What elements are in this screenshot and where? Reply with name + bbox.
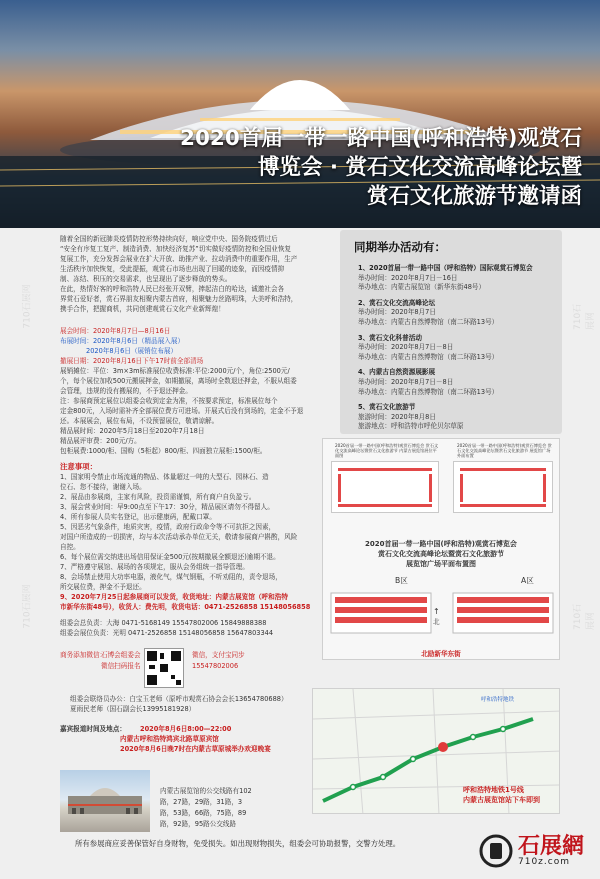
reception-label: 嘉宾报道时间及地点： bbox=[60, 725, 126, 733]
floor-plan bbox=[322, 438, 560, 660]
notice-block bbox=[60, 462, 310, 612]
wechat-pay-label: 微信，支付宝同步 bbox=[192, 651, 245, 659]
qr-icon bbox=[145, 649, 183, 687]
booth-details bbox=[60, 366, 303, 426]
notice-item: 5、因恶劣气象条件，地质灾害，疫情，政府行政命令等不可抗拒之因素， bbox=[60, 523, 276, 531]
wechat-group-label: 石博会组委会 bbox=[101, 651, 141, 659]
booth-detail-line: 个，每个展位加收500元搬展押金，如期撤展，离场时全数退还押金，不服从组委 bbox=[60, 377, 297, 385]
wechat-add-label: 商务添加微信： bbox=[60, 651, 107, 659]
plan-title-3: 展览馆广场平面布置图 bbox=[406, 560, 476, 568]
notice-item: 2、展品由参展商，主家有风险，投资需谨慎，所有商户自负盈亏。 bbox=[60, 493, 256, 501]
metro-exit-label: 内蒙古展览馆站下车即到 bbox=[463, 796, 540, 804]
reception-time: 2020年8月6日8:00—22:00 bbox=[140, 725, 232, 733]
reception-block bbox=[60, 724, 126, 734]
shipping-address: 市新华东街48号），收货人：费先明，收货电话：0471-2526858 15148056858 bbox=[60, 603, 311, 611]
stone-seal-icon bbox=[478, 833, 514, 869]
intro-line: 复展工作，充分发挥会展业在扩大开放、助推产业、拉动消费中的重要作用，生产 bbox=[60, 255, 298, 263]
expo-time: 展会时间：2020年8月7日—8月16日 bbox=[60, 327, 171, 335]
teardown-time: 撤展日期：2020年8月16日下午17时前全部清场 bbox=[60, 357, 204, 365]
notice-item: 7、严格遵守展馆、展场的各项规定，服从会务组统一指导管理。 bbox=[60, 563, 249, 571]
elite-time: 精品展时间：2020年5月18日至2020年7月18日 bbox=[60, 427, 205, 435]
booth-detail-line: 注：参展商预定展位以组委会收到定金为准，不按要求预定，标准展位每个 bbox=[60, 397, 278, 405]
hero-banner bbox=[0, 0, 600, 228]
zone-a-label: A区 bbox=[521, 576, 534, 585]
concurrent-events-panel bbox=[340, 230, 562, 434]
notice-item: 3、展会营业时间：早9:00点至下午17：30分，精品展区请勿不得留人。 bbox=[60, 503, 274, 511]
intro-line: 携手合作，把握商机，共同创建观赏石文化产业新辉煌！ bbox=[60, 305, 225, 313]
notice-item: 4、所有参展人员实名登记，出示健康码，配戴口罩。 bbox=[60, 513, 216, 521]
contact-general: 组委会总负责：大海 0471-5168149 15547802006 15849888388 bbox=[60, 619, 267, 627]
event-name: 4、内蒙古自然资源展影展 bbox=[358, 368, 436, 377]
event-name: 3、赏石文化科普活动 bbox=[358, 333, 422, 342]
notice-item: 6、每个展位需交纳进出场信用保证金500元(按期撤展全额退还)逾期不退。 bbox=[60, 553, 280, 561]
intro-line: 在此，热情好客的呼和浩特人民已经张开双臂，捧起洁白的哈达，诚邀社会各 bbox=[60, 285, 285, 293]
brand-name: 石展網 bbox=[518, 833, 585, 858]
welcome-dinner: 2020年8月6日晚7时在内蒙古草原城举办欢迎晚宴 bbox=[120, 745, 271, 753]
watermark: 710石展网 bbox=[573, 303, 596, 330]
bus-line: 路，92路，95路公交线路 bbox=[160, 820, 237, 828]
north-arrow-icon: ↑ bbox=[433, 607, 440, 616]
event-name: 1、2020首届一带一路中国（呼和浩特）国际观赏石博览会 bbox=[358, 264, 533, 272]
notice-heading: 注意事项： bbox=[60, 462, 97, 471]
intro-line: 随着全国的新冠肺炎疫情防控形势持续向好，响应党中央、国务院疫情过后 bbox=[60, 235, 278, 243]
hall-plan-left bbox=[331, 461, 439, 513]
intro-line: “安全有序复工复产、制造消费、加快经济复苏”切实做好疫情防控和全国业恢复 bbox=[60, 245, 292, 253]
zone-b-label: B区 bbox=[395, 576, 408, 585]
event-name: 5、赏石文化旅游节 bbox=[358, 403, 416, 412]
title-line-3: 赏石文化旅游节邀请函 bbox=[366, 184, 582, 209]
brand-url: 710z.com bbox=[518, 857, 570, 867]
events-heading: 同期举办活动有： bbox=[354, 240, 446, 254]
booth-detail-line: 展销摊位：平位：3m×3m标准展位收费标准:平位:2000元/个，角位:2500元/ bbox=[60, 367, 290, 375]
wechat-qr-code[interactable] bbox=[144, 648, 184, 688]
event-time: 旅游时间：2020年8月8日 bbox=[358, 412, 436, 421]
contacts bbox=[60, 618, 273, 638]
plan-title-1: 2020首届一带一路中国(呼和浩特)观赏石博览会 bbox=[365, 540, 517, 548]
organizer-line: 夏雨民老师（国石副会长13995181928） bbox=[70, 705, 196, 713]
notice-item: 自控。 bbox=[60, 543, 80, 551]
event-place: 举办地点：内蒙古自然博物馆（南二环路13号） bbox=[358, 317, 499, 326]
square-layout bbox=[329, 589, 555, 645]
organizer-contacts bbox=[70, 694, 288, 714]
setup-time-1: 布展时间：2020年8月6日（精品展入展） bbox=[60, 337, 185, 345]
exhibition-building-photo bbox=[60, 770, 150, 832]
bus-routes bbox=[160, 786, 252, 830]
notice-item: 1、国家明令禁止市场流通的物品、体量超过一吨的大型石、园林石、造 bbox=[60, 473, 269, 481]
right-plan-note: 2020首届一带一路中国(呼和浩特)观赏石博览会 赏石文化交流高峰论坛暨赏石文化旅游节 展览馆广场 外面布置 bbox=[457, 443, 552, 458]
plan-title-2: 赏石文化交流高峰论坛暨赏石文化旅游节 bbox=[378, 550, 504, 558]
shipping-deadline: 9、2020年7月25日起参展商可以发货，收货地址：内蒙古展览馆（呼和浩特 bbox=[60, 593, 288, 601]
watermark: 710石展网 bbox=[22, 584, 33, 629]
notice-item: 所交展位费，押金不予退还。 bbox=[60, 583, 146, 591]
event-time: 举办时间：2020年8月7日－16日 bbox=[358, 273, 458, 282]
watermark: 710石展网 bbox=[573, 603, 596, 630]
bus-line: 路，53路，66路，75路，89 bbox=[160, 809, 247, 817]
booth-detail-line: 还。本展展会，展位布局，不设预留展位，敬请谅解。 bbox=[60, 417, 219, 425]
gate-label: 北励新华东街 bbox=[421, 650, 461, 658]
booth-detail-line: 会管理，违规的没有搬展的，不予退还押金。 bbox=[60, 387, 192, 395]
setup-time-2: 2020年8月6日（展销位布展） bbox=[86, 347, 178, 355]
left-plan-note: 2020首届一带一路中国(呼和浩特)观赏石博览会 赏石文化交流高峰论坛暨赏石文化旅游节 内蒙古展览馆展位平面图 bbox=[335, 443, 439, 458]
event-name: 2、赏石文化交流高峰论坛 bbox=[358, 298, 436, 307]
intro-line: 制、冻结、积压的交易需求，也呈现出了逐步释放的势头。 bbox=[60, 275, 232, 283]
north-label: 北 bbox=[433, 618, 440, 626]
footer-note: 所有参展商应妥善保管好自身财物，免受损失。如出现财物损失，组委会可协助报警，交警方处理。 bbox=[75, 839, 401, 848]
elite-fee: 精品展评审费：200元/方。 bbox=[60, 437, 141, 445]
hall-plan-right bbox=[453, 461, 553, 513]
event-place: 举办地点：内蒙古自然博物馆（南二环路13号） bbox=[358, 387, 499, 396]
booth-detail-line: 定金800元，入场时需补齐全部展位费方可进场。开展式后没有到场的，定金不予退 bbox=[60, 407, 304, 415]
event-place: 举办地点：内蒙古展览馆（新华东街48号） bbox=[358, 283, 486, 292]
title-line-2: 博览会 · 赏石文化交流高峰论坛暨 bbox=[257, 155, 582, 180]
booth-grid-right bbox=[454, 462, 552, 512]
event-time: 举办时间：2020年8月7日 bbox=[358, 308, 436, 317]
event-place: 举办地点：内蒙古自然博物馆（南二环路13号） bbox=[358, 352, 499, 361]
site-logo[interactable] bbox=[478, 829, 596, 873]
intro-text bbox=[60, 234, 298, 314]
wechat-seat-label: 微信扫码报名 bbox=[101, 662, 141, 670]
metro-map bbox=[312, 688, 560, 814]
bus-line: 内蒙古展览馆的公交线路有102 bbox=[160, 787, 252, 795]
event-time: 举办时间：2020年8月7日－8日 bbox=[358, 343, 454, 352]
notice-list bbox=[60, 472, 310, 592]
building-image bbox=[60, 770, 150, 832]
notice-item: 8、会场禁止使用大功率电器，液化气，煤气钢瓶，不听劝阻的，责令退场， bbox=[60, 573, 282, 581]
notice-item: 位石、您不接待，谢谢入场。 bbox=[60, 483, 146, 491]
page-title bbox=[180, 124, 582, 211]
booth-grid-left bbox=[332, 462, 438, 512]
schedule-block bbox=[60, 326, 303, 456]
elite-pack-fee: 包柜展费:1000/柜、国购（5柜起）800/柜、四面独立展柜:1500/柜。 bbox=[60, 447, 267, 455]
wechat-phone: 15547802006 bbox=[192, 662, 239, 670]
event-place: 旅游地点：呼和浩特市呼伦贝尔草原 bbox=[358, 422, 464, 431]
bus-line: 路，27路，29路，31路，3 bbox=[160, 798, 243, 806]
watermark: 710石展网 bbox=[22, 284, 33, 329]
intro-line: 界赏石爱好者，赏石界朋友相聚内蒙古首府，相聚魅力丝路明珠，大美呼和浩特， bbox=[60, 295, 298, 303]
contact-booth: 组委会展位负责：光明 0471-2526858 15148056858 15647803344 bbox=[60, 629, 274, 637]
title-line-1: 2020首届一带一路中国(呼和浩特)观赏石 bbox=[180, 126, 582, 151]
intro-line: 生活秩序加快恢复，受此提振，观赏石市场也出现了回暖的迹象，而因疫情抑 bbox=[60, 265, 285, 273]
metro-brand: 呼和浩特地铁 bbox=[481, 697, 515, 703]
organizer-line: 组委会联络员办公：白宝玉老师（原呼市观赏石协会会长13654780688） bbox=[70, 695, 288, 703]
notice-item: 对国户所造成的一切损害，均与本次活动承办单位无关，敬请参展商户斟酌，风险 bbox=[60, 533, 298, 541]
events-list bbox=[358, 258, 533, 432]
reception-place: 内蒙古呼和浩特鸿宾北路草原宾馆 bbox=[120, 735, 219, 743]
metro-line-label: 呼和浩特地铁1号线 bbox=[463, 786, 524, 794]
event-time: 举办时间：2020年8月7日－8日 bbox=[358, 377, 454, 386]
